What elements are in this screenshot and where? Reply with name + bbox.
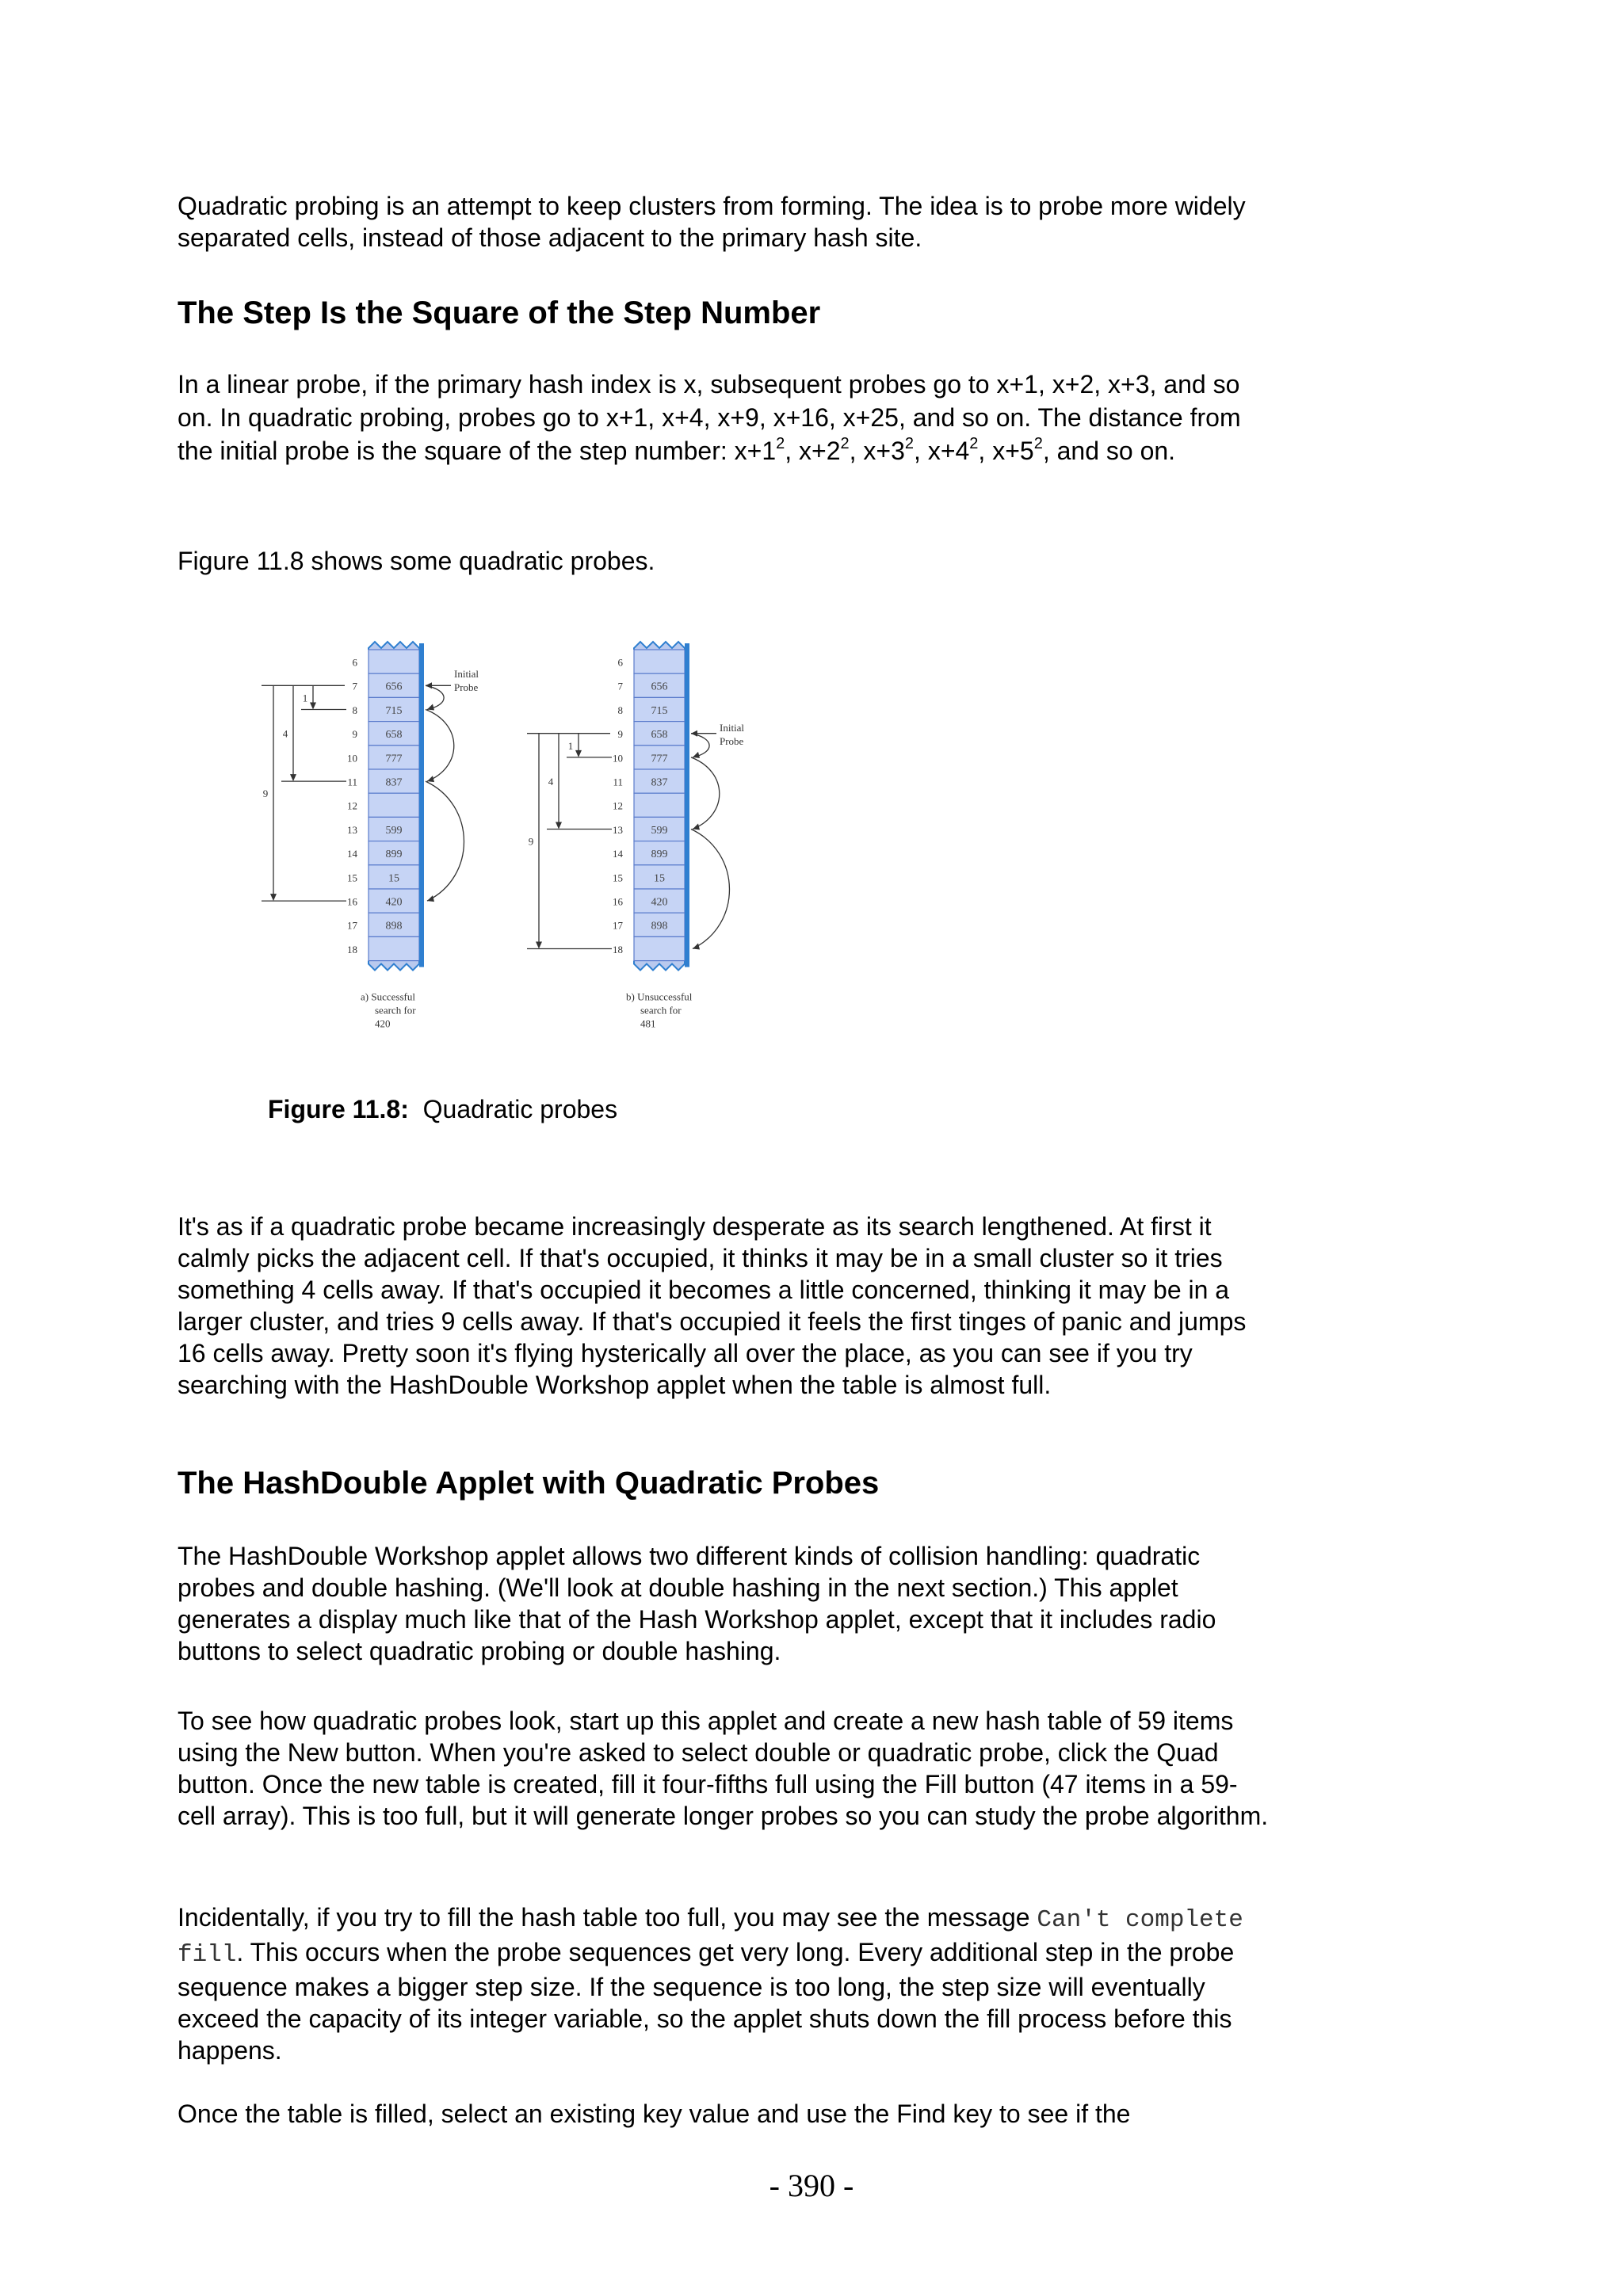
- table-a-row-number: 6: [352, 656, 357, 669]
- quadratic-probes-diagram: [262, 614, 800, 1058]
- table-b-cell-value: 899: [651, 849, 668, 861]
- table-a-row-number: 15: [347, 871, 357, 884]
- table-a-row-number: 8: [352, 704, 357, 716]
- table-a-bottom-tear: [369, 961, 419, 971]
- table-a-initial-probe-label: Initial: [454, 668, 479, 680]
- page-number: - 390 -: [769, 2168, 854, 2203]
- table-b-cell: [634, 793, 685, 817]
- table-b-probe-curve: [691, 734, 709, 757]
- table-a-top-tear: [369, 642, 419, 650]
- table-a-cell: [369, 936, 419, 960]
- table-b-step-label: 9: [528, 835, 534, 848]
- table-a-step-arrowhead: [270, 894, 277, 901]
- table-b-cell-value: 898: [651, 920, 668, 933]
- section-heading-applet: The HashDouble Applet with Quadratic Probes: [178, 1466, 880, 1501]
- table-b-cell-value: 658: [651, 729, 668, 742]
- intro-paragraph: Quadratic probing is an attempt to keep clusters from forming. The idea is to probe more widely separated cells, instead of those adjacent to the primary hash site.: [178, 192, 1246, 252]
- table-b-cell-value: 420: [651, 896, 668, 909]
- table-a-row-number: 9: [352, 728, 357, 741]
- figure-reference-paragraph: Figure 11.8 shows some quadratic probes.: [178, 547, 655, 575]
- section-heading-step: The Step Is the Square of the Step Number: [178, 296, 821, 330]
- table-b-cell-value: 777: [651, 753, 668, 765]
- applet-description-paragraph: The HashDouble Workshop applet allows two different kinds of collision handling: quadratic probes and double hashing. (We'll look at double hashing in the next section.) This applet generates a display much like that of the Hash Workshop applet, except that it includes radio buttons to select quadratic probing or double hashing.: [178, 1542, 1216, 1665]
- table-a-row-number: 10: [347, 752, 357, 765]
- desperate-probe-paragraph: It's as if a quadratic probe became increasingly desperate as its search lengthened. At first it calmly picks the adjacent cell. If that's occupied, it thinks it may be in a small cluster so it tries something 4 cells away. If that's occupied it becomes a little concerned, thinking it may be in a larger cluster, and tries 9 cells away. If that's occupied it feels the first tinges of panic and jumps 16 cells away. Pretty soon it's flying hysterically all over the place, as you can see if you try searching with the HashDouble Workshop applet when the table is almost full.: [178, 1212, 1247, 1399]
- table-a-cell-value: 15: [388, 872, 399, 885]
- table-b-cell-value: 656: [651, 681, 668, 693]
- table-a-row-number: 7: [352, 680, 357, 692]
- table-a-step-label: 1: [302, 692, 308, 704]
- quadratic-probes-figure: [262, 614, 800, 1058]
- table-a-cell-value: 777: [385, 753, 403, 765]
- table-a-cell-value: 599: [385, 824, 403, 837]
- table-b-step-arrowhead: [556, 822, 562, 830]
- table-a-cell-value: 658: [385, 729, 403, 742]
- table-a-cell-value: 656: [385, 681, 403, 693]
- table-b-probe-curve: [691, 757, 720, 830]
- code-message: Can't complete fill: [178, 1906, 1243, 1969]
- table-a-row-number: 17: [347, 919, 357, 932]
- table-b-row-number: 18: [613, 943, 623, 955]
- table-b-caption: 481: [640, 1017, 656, 1030]
- table-a-step-arrowhead: [310, 703, 316, 710]
- table-a-row-number: 14: [347, 848, 357, 860]
- table-b-cell-value: 15: [654, 872, 665, 885]
- table-a-probe-curve: [426, 710, 454, 782]
- table-a-row-number: 16: [347, 895, 357, 908]
- table-b-cell-value: 837: [651, 776, 668, 789]
- table-a-row-number: 13: [347, 823, 357, 836]
- table-b-step-label: 4: [548, 776, 554, 788]
- table-b-caption: b) Unsuccessful: [626, 990, 693, 1003]
- table-a-step-label: 4: [282, 727, 288, 740]
- table-b-cell: [634, 650, 685, 673]
- table-a-probe-curve-head: [427, 704, 434, 711]
- table-a-initial-probe-label: Probe: [454, 681, 479, 693]
- table-a-cell: [369, 650, 419, 673]
- linear-vs-quadratic-paragraph: In a linear probe, if the primary hash index is x, subsequent probes go to x+1, x+2, x+3, and so on. In quadratic probing, probes go to x+1, x+4, x+9, x+16, x+25, and so on. The distance from the initial probe is the square of the step number: $x+1^2$, $x+2^2$, $x+3^2$, $x+4^2$, $x+5^2$, and so on.: [178, 370, 1241, 465]
- table-a-probe-curve: [426, 781, 464, 901]
- table-b-caption: search for: [640, 1004, 682, 1016]
- table-b-row-number: 15: [613, 871, 623, 884]
- table-a-probe-curve-head: [427, 776, 434, 782]
- table-b-top-tear: [634, 642, 685, 650]
- find-key-paragraph: Once the table is filled, select an existing key value and use the Find key to see if the: [178, 2100, 1131, 2128]
- table-b-step-arrowhead: [536, 942, 542, 949]
- table-b-bottom-tear: [634, 961, 685, 971]
- table-a-caption: search for: [375, 1004, 416, 1016]
- table-a-caption: a) Successful: [361, 990, 415, 1003]
- table-b-row-number: 8: [617, 704, 623, 716]
- table-b-step-label: 1: [567, 739, 574, 752]
- table-a-step-arrowhead: [290, 774, 296, 781]
- table-b-probe-curve-head: [693, 752, 700, 758]
- table-b-row-number: 10: [613, 752, 623, 765]
- applet-instructions-paragraph: To see how quadratic probes look, start up this applet and create a new hash table of 59 items using the New button. When you're asked to select double or quadratic probe, click the Quad button. Once the new table is created, fill it four-fifths full using the Fill button (47 items in a 59-cell array). This is too full, but it will generate longer probes so you can study the probe algorithm.: [178, 1707, 1269, 1830]
- table-b-probe-curve: [691, 830, 729, 949]
- table-a-row-number: 18: [347, 943, 357, 955]
- figure-caption: Figure 11.8: Quadratic probes: [268, 1095, 618, 1123]
- table-b-row-number: 13: [613, 823, 623, 836]
- table-b-probe-curve-head: [693, 824, 700, 830]
- table-a-row-number: 12: [347, 799, 357, 812]
- table-a-cell: [369, 793, 419, 817]
- table-b-row-number: 12: [613, 799, 623, 812]
- table-b-row-number: 11: [613, 776, 623, 788]
- cant-complete-fill-paragraph: Incidentally, if you try to fill the hash table too full, you may see the message Can't complete fill. This occurs when the probe sequences get very long. Every additional step in the probe sequence makes a bigger step size. If the sequence is too long, the step size will eventually exceed the capacity of its integer variable, so the applet shuts down the fill process before this happens.: [178, 1903, 1243, 2065]
- table-a-probe-curve-head: [427, 895, 434, 902]
- table-b-probe-curve-head: [693, 944, 700, 950]
- table-b-cell-value: 599: [651, 824, 668, 837]
- table-a-probe-curve: [426, 685, 444, 709]
- table-b-initial-probe-label: Initial: [720, 722, 745, 734]
- table-a-cell-value: 837: [385, 776, 403, 789]
- table-a-cell-value: 899: [385, 849, 403, 861]
- table-b-cell: [634, 936, 685, 960]
- table-b-row-number: 9: [617, 728, 623, 741]
- table-b-row-number: 16: [613, 895, 623, 908]
- table-b-row-number: 17: [613, 919, 623, 932]
- table-a-step-label: 9: [262, 788, 269, 800]
- table-a-cell-value: 898: [385, 920, 403, 933]
- table-b-row-number: 7: [617, 680, 623, 692]
- table-a-row-number: 11: [347, 776, 357, 788]
- table-a-cell-value: 715: [385, 704, 403, 717]
- table-a-caption: 420: [375, 1017, 391, 1030]
- table-a-cell-value: 420: [385, 896, 403, 909]
- table-b-row-number: 6: [617, 656, 623, 669]
- table-b-step-arrowhead: [575, 750, 582, 757]
- table-b-cell-value: 715: [651, 704, 668, 717]
- table-b-initial-probe-label: Probe: [720, 735, 744, 747]
- table-b-row-number: 14: [613, 848, 623, 860]
